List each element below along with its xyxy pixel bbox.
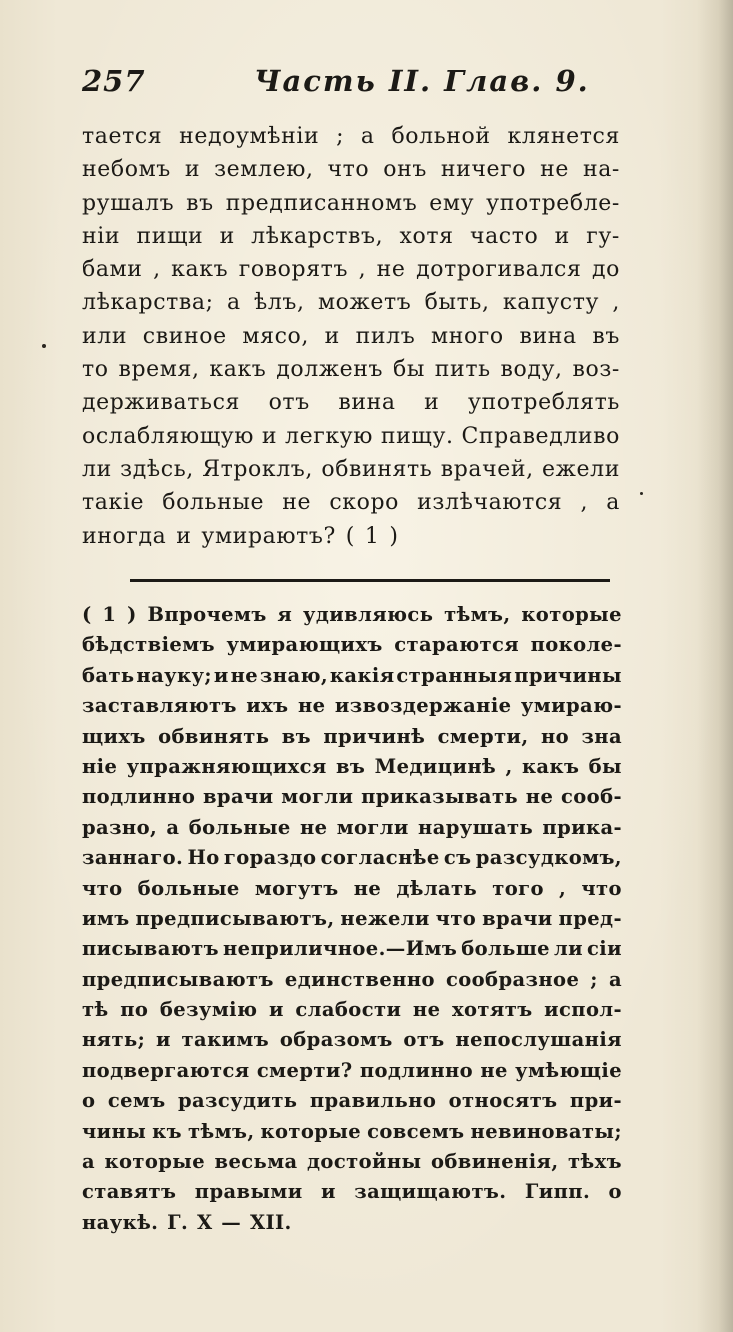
text-line: такiе больные не скоро излѣчаются , а [82,490,620,516]
footnote-line: ставятъ правыми и защищаютъ. Гипп. о [82,1180,622,1204]
running-head: Часть II. Глав. 9. [254,64,590,98]
page-edge-shadow [697,0,733,1332]
text-line: иногда и умираютъ? ( 1 ) [82,523,399,549]
footnote-line: подвергаются смерти? подлинно не умѣющiе [82,1058,622,1082]
footnote-line: нiе упражняющихся въ Медицинѣ , какъ бы [82,754,622,778]
footnote-line: что больные могутъ не дѣлать того , что [82,876,622,900]
text-line: бами , какъ говорятъ , не дотрогивался до [82,257,620,283]
text-line: ослабляющую и легкую пищу. Справедливо [82,423,620,449]
page-header [82,64,602,104]
footnote-line: а которые весьма достойны обвиненiя, тѣхъ [82,1150,622,1174]
footnote-line: тѣ по безумiю и слабости не хотятъ испол- [82,998,622,1022]
text-line: ли здѣсь, Ятроклъ, обвинять врачей, ежели [82,456,620,482]
text-line: то время, какъ долженъ бы пить воду, воз- [82,357,620,383]
footnote-line: имъ предписываютъ, нежели что врачи пред- [82,906,622,930]
footnote-line: нять; и такимъ образомъ отъ непослушанiя [82,1028,622,1052]
margin-speck [42,344,46,348]
text-line: лѣкарства; а ѣлъ, можетъ быть, капусту , [82,290,620,316]
footnote-line: заставляютъ ихъ не извоздержанiе умираю- [82,694,622,718]
footnote-line: наукѣ. Г. X — XII. [82,1210,292,1234]
margin-speck [640,492,643,495]
footnote-line: бѣдствiемъ умирающихъ стараются поколе- [82,633,622,657]
footnote-line: ( 1 ) Впрочемъ я удивляюсь тѣмъ, которые [82,603,622,626]
footnote-line: о семъ разсудить правильно относятъ при- [82,1089,622,1113]
footnote-line: предписываютъ единственно сообразное ; а [82,967,622,991]
footnote-line: бать науку; и не знаю, какiя странныя причины [82,663,622,687]
footnote-block [82,600,622,1238]
text-line: рушалъ въ предписанномъ ему употребле- [82,190,620,216]
footnote-line: разно, а больные не могли нарушать прика- [82,815,622,839]
footnote-line: заннаго. Но гораздо согласнѣе съ разсудкомъ, [82,846,622,870]
text-line: нiи пищи и лѣкарствъ, хотя часто и гу- [82,223,620,249]
text-line: держиваться отъ вина и употреблять [82,390,620,416]
main-text-block [82,120,620,553]
footnote-line: писываютъ неприличное.—Имъ больше ли сiи [82,937,622,961]
text-line: тается недоумѣнiи ; а больной клянется [82,124,620,149]
footnote-line: подлинно врачи могли приказывать не сооб- [82,785,622,809]
footnote-line: чины къ тѣмъ, которые совсемъ невиноваты; [82,1119,622,1143]
text-line: небомъ и землею, что онъ ничего не на- [82,157,620,183]
text-line: или свиное мясо, и пилъ много вина въ [82,323,620,349]
page-number: 257 [82,64,146,98]
footnote-line: щихъ обвинять въ причинѣ смерти, но зна [82,724,622,748]
footnote-separator-rule [130,579,610,582]
